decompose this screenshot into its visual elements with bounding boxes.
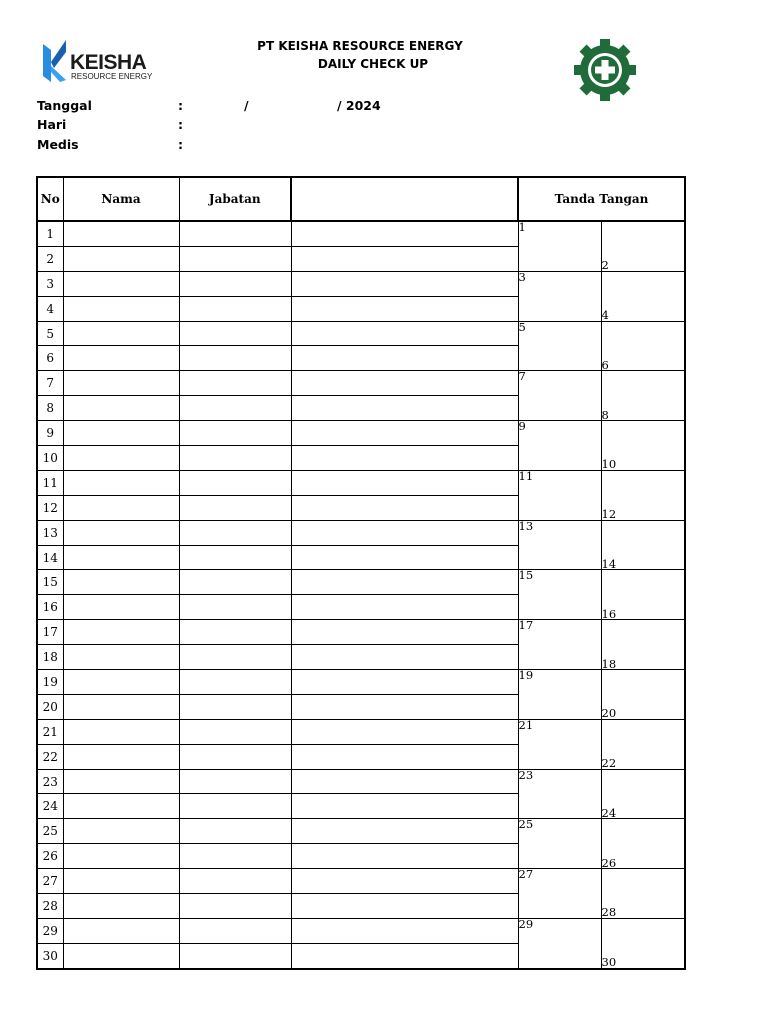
row-number: 20 — [37, 694, 63, 719]
nama-cell[interactable] — [63, 719, 179, 744]
signature-cell[interactable] — [518, 321, 601, 371]
table-header-row — [37, 177, 685, 221]
row-number: 25 — [37, 819, 63, 844]
blank-cell[interactable] — [291, 844, 518, 869]
table-row — [37, 321, 685, 346]
row-number: 24 — [37, 794, 63, 819]
signature-cell[interactable] — [601, 221, 685, 271]
signature-cell[interactable] — [601, 670, 685, 720]
row-number: 3 — [37, 271, 63, 296]
blank-cell[interactable] — [291, 794, 518, 819]
blank-cell[interactable] — [291, 446, 518, 471]
column-header-tanda-tangan: Tanda Tangan — [518, 177, 685, 221]
signature-cell[interactable] — [518, 221, 601, 271]
blank-cell[interactable] — [291, 545, 518, 570]
blank-cell[interactable] — [291, 670, 518, 695]
column-header-no: No — [37, 177, 63, 221]
jabatan-cell[interactable] — [179, 869, 291, 894]
document-subtitle: DAILY CHECK UP — [317, 57, 429, 71]
jabatan-cell[interactable] — [179, 719, 291, 744]
signature-cell[interactable] — [518, 520, 601, 570]
signature-cell[interactable] — [518, 769, 601, 819]
jabatan-cell[interactable] — [179, 221, 291, 246]
signature-number: 15 — [518, 568, 534, 583]
signature-number: 16 — [601, 606, 617, 621]
table-row — [37, 869, 685, 894]
nama-cell[interactable] — [63, 894, 179, 919]
hari-label: Hari — [37, 117, 67, 132]
signature-number: 19 — [518, 668, 534, 683]
blank-cell[interactable] — [291, 271, 518, 296]
table-row — [37, 918, 685, 943]
signature-cell[interactable] — [601, 321, 685, 371]
nama-cell[interactable] — [63, 819, 179, 844]
row-number: 29 — [37, 918, 63, 943]
signature-number: 12 — [601, 507, 617, 522]
row-number: 22 — [37, 744, 63, 769]
blank-cell[interactable] — [291, 918, 518, 943]
signature-number: 20 — [601, 706, 617, 721]
table-row — [37, 620, 685, 645]
blank-cell[interactable] — [291, 570, 518, 595]
jabatan-cell[interactable] — [179, 595, 291, 620]
company-logo — [40, 36, 155, 84]
table-row — [37, 371, 685, 396]
nama-cell[interactable] — [63, 744, 179, 769]
row-number: 6 — [37, 346, 63, 371]
nama-cell[interactable] — [63, 421, 179, 446]
nama-cell[interactable] — [63, 246, 179, 271]
jabatan-cell[interactable] — [179, 371, 291, 396]
nama-cell[interactable] — [63, 470, 179, 495]
nama-cell[interactable] — [63, 769, 179, 794]
signature-number: 9 — [518, 419, 526, 434]
signature-cell[interactable] — [518, 620, 601, 670]
blank-cell[interactable] — [291, 719, 518, 744]
signature-cell[interactable] — [518, 421, 601, 471]
row-number: 4 — [37, 296, 63, 321]
signature-number: 27 — [518, 867, 534, 882]
jabatan-cell[interactable] — [179, 819, 291, 844]
date-separator: / — [244, 98, 249, 113]
nama-cell[interactable] — [63, 943, 179, 968]
row-number: 9 — [37, 421, 63, 446]
blank-cell[interactable] — [291, 769, 518, 794]
column-header-blank — [291, 177, 518, 221]
signature-number: 7 — [518, 369, 526, 384]
jabatan-cell[interactable] — [179, 645, 291, 670]
signature-number: 4 — [601, 308, 609, 323]
blank-cell[interactable] — [291, 645, 518, 670]
signature-number: 18 — [601, 656, 617, 671]
signature-cell[interactable] — [518, 869, 601, 919]
signature-number: 14 — [601, 556, 617, 571]
signature-cell[interactable] — [518, 719, 601, 769]
signature-cell[interactable] — [518, 271, 601, 321]
jabatan-cell[interactable] — [179, 520, 291, 545]
table-body — [37, 221, 685, 969]
nama-cell[interactable] — [63, 869, 179, 894]
jabatan-cell[interactable] — [179, 545, 291, 570]
blank-cell[interactable] — [291, 819, 518, 844]
nama-cell[interactable] — [63, 346, 179, 371]
jabatan-cell[interactable] — [179, 794, 291, 819]
signature-number: 13 — [518, 518, 534, 533]
column-header-nama: Nama — [63, 177, 179, 221]
blank-cell[interactable] — [291, 371, 518, 396]
row-number: 30 — [37, 943, 63, 968]
row-number: 23 — [37, 769, 63, 794]
blank-cell[interactable] — [291, 396, 518, 421]
blank-cell[interactable] — [291, 321, 518, 346]
nama-cell[interactable] — [63, 221, 179, 246]
signature-cell[interactable] — [601, 570, 685, 620]
jabatan-cell[interactable] — [179, 246, 291, 271]
row-number: 5 — [37, 321, 63, 346]
jabatan-cell[interactable] — [179, 321, 291, 346]
signature-number: 23 — [518, 767, 534, 782]
table-row — [37, 570, 685, 595]
tanggal-colon: : — [178, 98, 183, 113]
row-number: 1 — [37, 221, 63, 246]
signature-number: 2 — [601, 258, 609, 273]
logo-subtitle: RESOURCE ENERGY — [71, 72, 153, 81]
signature-cell[interactable] — [518, 819, 601, 869]
signature-number: 25 — [518, 817, 534, 832]
blank-cell[interactable] — [291, 943, 518, 968]
blank-cell[interactable] — [291, 595, 518, 620]
k3-safety-gear-icon — [571, 38, 639, 102]
jabatan-cell[interactable] — [179, 918, 291, 943]
signature-number: 6 — [601, 357, 609, 372]
table-row — [37, 221, 685, 246]
nama-cell[interactable] — [63, 271, 179, 296]
nama-cell[interactable] — [63, 670, 179, 695]
signature-number: 21 — [518, 717, 534, 732]
jabatan-cell[interactable] — [179, 943, 291, 968]
keisha-k-icon — [40, 38, 70, 82]
tanggal-label: Tanggal — [37, 98, 92, 113]
blank-cell[interactable] — [291, 296, 518, 321]
nama-cell[interactable] — [63, 918, 179, 943]
row-number: 12 — [37, 495, 63, 520]
nama-cell[interactable] — [63, 844, 179, 869]
nama-cell[interactable] — [63, 520, 179, 545]
row-number: 16 — [37, 595, 63, 620]
nama-cell[interactable] — [63, 296, 179, 321]
blank-cell[interactable] — [291, 470, 518, 495]
jabatan-cell[interactable] — [179, 346, 291, 371]
row-number: 14 — [37, 545, 63, 570]
signature-number: 1 — [518, 220, 526, 234]
table-row — [37, 470, 685, 495]
medis-colon: : — [178, 137, 183, 152]
row-number: 15 — [37, 570, 63, 595]
table-row — [37, 421, 685, 446]
signature-number: 5 — [518, 319, 526, 334]
blank-cell[interactable] — [291, 744, 518, 769]
table-row — [37, 819, 685, 844]
jabatan-cell[interactable] — [179, 470, 291, 495]
row-number: 21 — [37, 719, 63, 744]
signature-cell[interactable] — [601, 470, 685, 520]
signature-number: 26 — [601, 855, 617, 870]
signature-number: 30 — [601, 955, 617, 970]
nama-cell[interactable] — [63, 495, 179, 520]
table-row — [37, 719, 685, 744]
signature-cell[interactable] — [601, 620, 685, 670]
row-number: 28 — [37, 894, 63, 919]
blank-cell[interactable] — [291, 869, 518, 894]
date-year: / 2024 — [337, 98, 381, 113]
signature-cell[interactable] — [601, 520, 685, 570]
signature-cell[interactable] — [601, 421, 685, 471]
signature-number: 10 — [601, 457, 617, 472]
column-header-jabatan: Jabatan — [179, 177, 291, 221]
table-row — [37, 520, 685, 545]
row-number: 10 — [37, 446, 63, 471]
row-number: 17 — [37, 620, 63, 645]
jabatan-cell[interactable] — [179, 844, 291, 869]
jabatan-cell[interactable] — [179, 894, 291, 919]
signature-cell[interactable] — [601, 719, 685, 769]
signature-cell[interactable] — [518, 570, 601, 620]
jabatan-cell[interactable] — [179, 769, 291, 794]
blank-cell[interactable] — [291, 346, 518, 371]
medis-label: Medis — [37, 137, 79, 152]
blank-cell[interactable] — [291, 620, 518, 645]
nama-cell[interactable] — [63, 595, 179, 620]
blank-cell[interactable] — [291, 221, 518, 246]
signature-cell[interactable] — [518, 918, 601, 968]
signature-cell[interactable] — [518, 470, 601, 520]
row-number: 8 — [37, 396, 63, 421]
signature-cell[interactable] — [601, 819, 685, 869]
signature-cell[interactable] — [601, 769, 685, 819]
nama-cell[interactable] — [63, 570, 179, 595]
nama-cell[interactable] — [63, 645, 179, 670]
jabatan-cell[interactable] — [179, 271, 291, 296]
hari-colon: : — [178, 117, 183, 132]
nama-cell[interactable] — [63, 321, 179, 346]
signature-number: 24 — [601, 805, 617, 820]
nama-cell[interactable] — [63, 794, 179, 819]
blank-cell[interactable] — [291, 495, 518, 520]
blank-cell[interactable] — [291, 246, 518, 271]
nama-cell[interactable] — [63, 396, 179, 421]
signature-cell[interactable] — [601, 371, 685, 421]
signature-number: 8 — [601, 407, 609, 422]
row-number: 18 — [37, 645, 63, 670]
row-number: 2 — [37, 246, 63, 271]
nama-cell[interactable] — [63, 545, 179, 570]
signature-number: 3 — [518, 269, 526, 284]
document-title: PT KEISHA RESOURCE ENERGY — [257, 39, 463, 53]
jabatan-cell[interactable] — [179, 396, 291, 421]
signature-cell[interactable] — [601, 869, 685, 919]
row-number: 11 — [37, 470, 63, 495]
daily-checkup-table — [36, 176, 686, 970]
jabatan-cell[interactable] — [179, 570, 291, 595]
row-number: 7 — [37, 371, 63, 396]
nama-cell[interactable] — [63, 371, 179, 396]
blank-cell[interactable] — [291, 894, 518, 919]
signature-number: 22 — [601, 756, 617, 771]
jabatan-cell[interactable] — [179, 694, 291, 719]
blank-cell[interactable] — [291, 520, 518, 545]
blank-cell[interactable] — [291, 694, 518, 719]
row-number: 27 — [37, 869, 63, 894]
nama-cell[interactable] — [63, 620, 179, 645]
logo-wordmark: KEISHA — [70, 51, 147, 74]
jabatan-cell[interactable] — [179, 421, 291, 446]
signature-cell[interactable] — [601, 271, 685, 321]
signature-number: 29 — [518, 916, 534, 931]
jabatan-cell[interactable] — [179, 620, 291, 645]
nama-cell[interactable] — [63, 694, 179, 719]
blank-cell[interactable] — [291, 421, 518, 446]
signature-number: 28 — [601, 905, 617, 920]
table-row — [37, 670, 685, 695]
nama-cell[interactable] — [63, 446, 179, 471]
jabatan-cell[interactable] — [179, 446, 291, 471]
jabatan-cell[interactable] — [179, 744, 291, 769]
signature-cell[interactable] — [518, 371, 601, 421]
row-number: 13 — [37, 520, 63, 545]
row-number: 26 — [37, 844, 63, 869]
jabatan-cell[interactable] — [179, 670, 291, 695]
signature-cell[interactable] — [518, 670, 601, 720]
row-number: 19 — [37, 670, 63, 695]
jabatan-cell[interactable] — [179, 495, 291, 520]
table-row — [37, 769, 685, 794]
signature-cell[interactable] — [601, 918, 685, 968]
signature-number: 11 — [518, 468, 534, 483]
signature-number: 17 — [518, 618, 534, 633]
jabatan-cell[interactable] — [179, 296, 291, 321]
table-row — [37, 271, 685, 296]
